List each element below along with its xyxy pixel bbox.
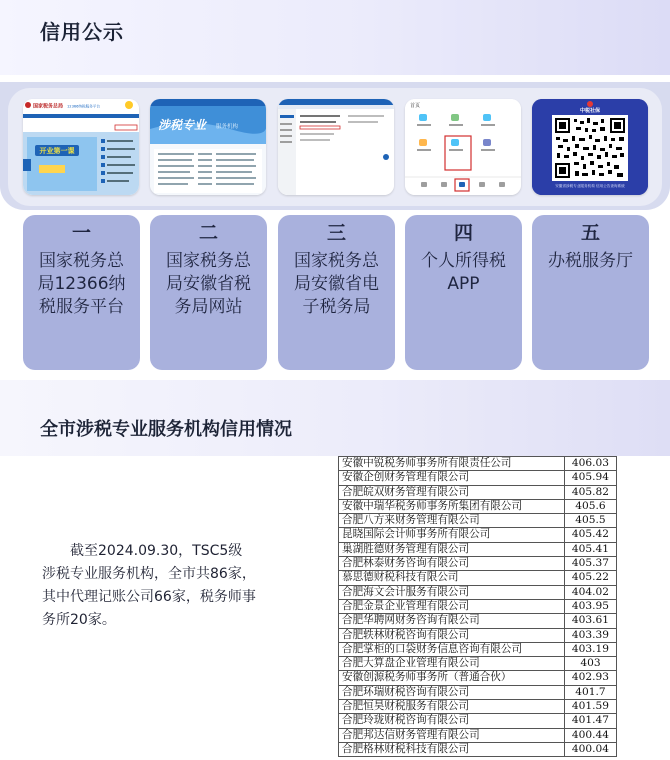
agency-name: 合肥金景企业管理有限公司 (339, 599, 565, 613)
agency-name: 合肥格林财税科技有限公司 (339, 742, 565, 756)
agency-name: 慕思德财税科技有限公司 (339, 571, 565, 585)
card-label: 办税服务厅 (548, 251, 633, 271)
table-row (339, 657, 617, 671)
table-row (339, 700, 617, 714)
table-row (339, 528, 617, 542)
table-row (339, 542, 617, 556)
table-row (339, 628, 617, 642)
table-row (339, 685, 617, 699)
table-row (339, 671, 617, 685)
agency-score: 405.6 (564, 499, 616, 513)
agency-name: 安徽企创财务管理有限公司 (339, 471, 565, 485)
table-row (339, 457, 617, 471)
agency-score: 401.59 (564, 700, 616, 714)
agency-name: 合肥皖双财务管理有限公司 (339, 485, 565, 499)
section-title: 信用公示 (40, 20, 124, 44)
card-number: 五 (580, 222, 600, 244)
screenshot-tax-app-image (405, 99, 521, 195)
tax-emblem-icon (25, 102, 31, 108)
thumbnail-personal-tax-app[interactable] (405, 99, 521, 195)
card-label: 国家税务总局安徽省税务局网站 (166, 251, 251, 317)
table-row (339, 514, 617, 528)
agency-score-table (338, 456, 617, 757)
screenshot-12366-image (23, 99, 139, 195)
agency-name: 合肥掌柜的口袋财务信息咨询有限公司 (339, 642, 565, 656)
card-number: 二 (198, 222, 218, 244)
channel-card-12366[interactable] (23, 215, 140, 370)
card-number: 一 (71, 222, 91, 244)
agency-name: 合肥华聘网财务咨询有限公司 (339, 614, 565, 628)
site-sub: 12366纳税服务平台 (67, 104, 100, 109)
thumbnail-anhui-tax-website[interactable] (150, 99, 266, 195)
section-header-city-credit (0, 380, 670, 456)
qr-heading: 中税社保 (579, 108, 601, 114)
thumbnail-12366-platform[interactable] (23, 99, 139, 195)
agency-name: 昆晓国际会计师事务所有限公司 (339, 528, 565, 542)
qr-code-image (532, 99, 648, 195)
agency-score: 405.42 (564, 528, 616, 542)
agency-score: 403.61 (564, 614, 616, 628)
section-header-credit (0, 0, 670, 75)
table-row (339, 499, 617, 513)
agency-score: 403.95 (564, 599, 616, 613)
agency-score: 402.93 (564, 671, 616, 685)
banner-sub: 服务机构 (216, 124, 239, 130)
table-row (339, 599, 617, 613)
card-label: 国家税务总局安徽省电子税务局 (294, 251, 379, 317)
agency-name: 安徽创源税务师事务所（普通合伙） (339, 671, 565, 685)
table-row (339, 714, 617, 728)
agency-name: 合肥海文会计服务有限公司 (339, 585, 565, 599)
agency-name: 合肥环瑞财税咨询有限公司 (339, 685, 565, 699)
table-row (339, 571, 617, 585)
agency-name: 巢湖胜德财务管理有限公司 (339, 542, 565, 556)
screenshot-anhui-website-image (150, 99, 266, 195)
section-title: 全市涉税专业服务机构信用情况 (40, 419, 292, 440)
card-number: 四 (453, 222, 473, 244)
agency-score: 403.19 (564, 642, 616, 656)
agency-name: 安徽中锐税务师事务所有限责任公司 (339, 457, 565, 471)
app-header: 首页 (410, 103, 421, 109)
agency-score: 403.39 (564, 628, 616, 642)
agency-score: 405.41 (564, 542, 616, 556)
card-label: 个人所得税APP (421, 251, 506, 294)
agency-score: 405.22 (564, 571, 616, 585)
agency-name: 合肥八方来财务管理有限公司 (339, 514, 565, 528)
screenshot-e-tax-image (278, 99, 394, 195)
agency-name: 合肥玲珑财税咨询有限公司 (339, 714, 565, 728)
agency-score: 405.82 (564, 485, 616, 499)
thumbnail-e-tax-bureau[interactable] (278, 99, 394, 195)
agency-name: 安徽中瑞华税务师事务所集团有限公司 (339, 499, 565, 513)
agency-name: 合肥轶林财税咨询有限公司 (339, 628, 565, 642)
agency-score: 405.94 (564, 471, 616, 485)
card-label: 国家税务总局12366纳税服务平台 (37, 251, 126, 317)
table-row (339, 728, 617, 742)
table-row (339, 614, 617, 628)
table-row (339, 485, 617, 499)
agency-name: 合肥邦达信财务管理有限公司 (339, 728, 565, 742)
table-row (339, 642, 617, 656)
agency-name: 合肥林泰财务咨询有限公司 (339, 557, 565, 571)
agency-score: 400.04 (564, 742, 616, 756)
table-row (339, 585, 617, 599)
agency-name: 合肥恒昊财税服务有限公司 (339, 700, 565, 714)
agency-score: 405.5 (564, 514, 616, 528)
banner-text: 开业第一课 (39, 147, 75, 155)
table-row (339, 471, 617, 485)
channel-card-service-hall[interactable] (532, 215, 649, 370)
agency-score: 400.44 (564, 728, 616, 742)
channel-card-tax-app[interactable] (405, 215, 522, 370)
channel-card-anhui-website[interactable] (150, 215, 267, 370)
banner-text: 涉税专业 (158, 118, 207, 132)
table-row (339, 742, 617, 756)
agency-score: 405.37 (564, 557, 616, 571)
agency-score: 404.02 (564, 585, 616, 599)
agency-score: 406.03 (564, 457, 616, 471)
table-row (339, 557, 617, 571)
agency-score: 401.7 (564, 685, 616, 699)
card-number: 三 (326, 222, 346, 244)
agency-score: 401.47 (564, 714, 616, 728)
site-name: 国家税务总局 (33, 103, 64, 110)
qr-caption: 安徽省涉税专业服务机构 信用公告查询系统 (555, 184, 625, 188)
thumbnail-qr-code[interactable] (532, 99, 648, 195)
agency-name: 合肥大算盘企业管理有限公司 (339, 657, 565, 671)
channel-card-e-tax[interactable] (278, 215, 395, 370)
agency-score: 403 (564, 657, 616, 671)
summary-text: 截至2024.09.30，TSC5级涉税专业服务机构，全市共86家，其中代理记账公司66家，税务师事务所20家。 (42, 543, 256, 628)
